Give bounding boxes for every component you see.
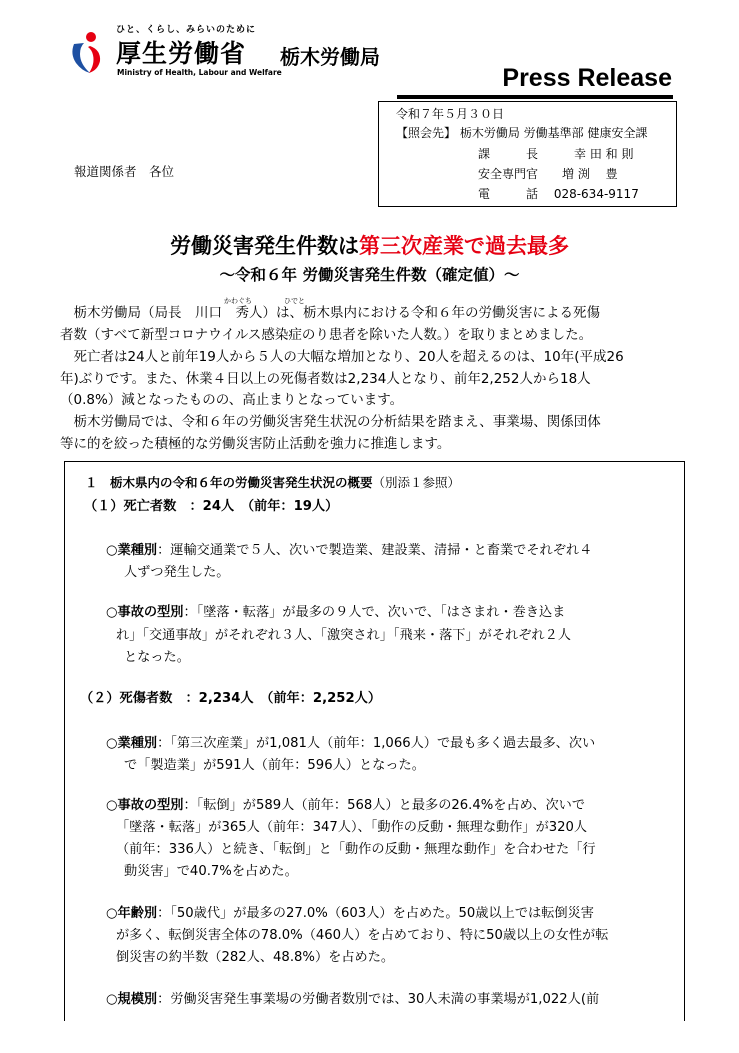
bureau-name: 栃木労働局	[280, 45, 380, 69]
summary-heading-note: （別添１参照）	[372, 475, 461, 490]
intro-line: 年)ぶりです。また、休業４日以上の死傷者数は2,234人となり、前年2,252人から18人	[60, 371, 591, 387]
ruby-hideto: ひでと	[284, 297, 305, 305]
ministry-name: 厚生労働省	[116, 39, 247, 68]
release-date: 令和７年５月３０日	[396, 107, 505, 121]
intro-line: （0.8%）減となったものの、高止まりとなっています。	[60, 392, 404, 408]
inj-age	[106, 903, 594, 925]
inj-industry-cont: で「製造業」が591人（前年：596人）となった。	[124, 758, 425, 773]
deaths-accident	[106, 602, 565, 624]
intro-line: 栃木労働局（局長 川口 秀人）は、栃木県内における令和６年の労働災害による死傷	[60, 305, 600, 321]
inj-accident-cont: 「墜落・転落」が365人（前年：347人）、「動作の反動・無理な動作」が320人	[116, 820, 588, 835]
deaths-accident-cont: となった。	[124, 650, 190, 665]
headline-red: 第三次産業で過去最多	[359, 234, 569, 258]
phone-line: 電 話 028-634-9117	[478, 187, 639, 201]
press-release-label: Press Release	[502, 64, 672, 92]
ministry-tagline: ひと、くらし、みらいのために	[116, 25, 257, 35]
inj-industry	[106, 733, 595, 755]
deaths-heading: （１）死亡者数 ：24人 （前年：19人）	[84, 499, 339, 514]
inj-accident-text: ：「転倒」が589人（前年：568人）と最多の26.4%を占め、次いで	[183, 798, 586, 813]
inj-industry-label: ○業種別	[106, 736, 158, 751]
ministry-english-name: Ministry of Health, Labour and Welfare	[117, 68, 282, 77]
inj-accident-cont: 動災害」で40.7%を占めた。	[124, 864, 298, 879]
ruby-kawaguchi: かわぐち	[224, 297, 252, 305]
headline-black: 労働災害発生件数は	[170, 234, 359, 258]
inj-industry-text: ：「第三次産業」が1,081人（前年：1,066人）で最も多く過去最多、次い	[157, 736, 596, 751]
deaths-industry	[106, 540, 592, 562]
inj-accident	[106, 795, 585, 817]
inj-age-text: ：「50歳代」が最多の27.0%（603人）を占めた。50歳以上では転倒災害	[157, 906, 594, 921]
inj-accident-label: ○事故の型別	[106, 798, 184, 813]
intro-line: 栃木労働局では、令和６年の労働災害発生状況の分析結果を踏まえ、事業場、関係団体	[60, 414, 601, 430]
inj-age-cont: が多く、転倒災害全体の78.0%（460人）を占めており、特に50歳以上の女性が転	[116, 928, 609, 943]
intro-line: 死亡者は24人と前年19人から５人の大幅な増加となり、20人を超えるのは、10年(平成26	[60, 349, 624, 365]
deaths-accident-cont: れ」「交通事故」がそれぞれ３人、「激突され」「飛来・落下」がそれぞれ２人	[116, 628, 571, 643]
deaths-industry-text: ：運輸交通業で５人、次いで製造業、建設業、清掃・と畜業でそれぞれ４	[157, 543, 593, 558]
inj-accident-cont: （前年：336人）と続き、「転倒」と「動作の反動・無理な動作」を合わせた「行	[116, 842, 596, 857]
deaths-accident-label: ○事故の型別	[106, 605, 184, 620]
chief-line: 課 長 幸 田 和 則	[478, 147, 634, 161]
specialist-line: 安全専門官 増 渕 豊	[478, 167, 618, 181]
deaths-industry-label: ○業種別	[106, 543, 158, 558]
inj-scale	[106, 989, 599, 1011]
deaths-accident-text: ：「墜落・転落」が最多の９人で、次いで、「はさまれ・巻き込ま	[183, 605, 566, 620]
inj-age-cont: 倒災害の約半数（282人、48.8%）を占めた。	[116, 950, 395, 965]
summary-heading	[85, 472, 460, 495]
injuries-heading: （２）死傷者数 ：2,234人 （前年：2,252人）	[80, 691, 382, 706]
headline	[0, 230, 739, 260]
intro-line: 者数（すべて新型コロナウイルス感染症のり患者を除いた人数。）を取りまとめました。	[60, 327, 593, 343]
intro-line: 等に的を絞った積極的な労働災害防止活動を強力に推進します。	[60, 436, 451, 452]
inj-age-label: ○年齢別	[106, 906, 158, 921]
inquiry-line: 【照会先】 栃木労働局 労働基準部 健康安全課	[396, 126, 648, 140]
press-release-rule	[397, 95, 673, 99]
summary-heading-text: １ 栃木県内の令和６年の労働災害発生状況の概要	[85, 475, 373, 490]
contact-box	[378, 101, 677, 207]
ministry-logo-icon	[68, 30, 104, 74]
inj-scale-text: ：労働災害発生事業場の労働者数別では、30人未満の事業場が1,022人(前	[157, 992, 600, 1007]
subheadline: ～令和６年 労働災害発生件数（確定値）～	[219, 266, 520, 284]
deaths-industry-cont: 人ずつ発生した。	[124, 565, 230, 580]
addressee: 報道関係者 各位	[74, 164, 175, 179]
inj-scale-label: ○規模別	[106, 992, 158, 1007]
